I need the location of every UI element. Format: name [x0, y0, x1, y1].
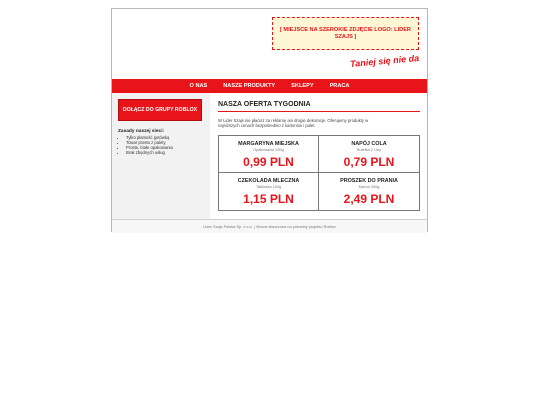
join-roblox-group-button[interactable]: DOŁĄCZ DO GRUPY ROBLOX [118, 99, 202, 121]
product-name: PROSZEK DO PRANIA [340, 177, 398, 184]
page-container [111, 8, 428, 232]
nav-item-nasze-produkty[interactable]: NASZE PRODUKTY [223, 83, 276, 89]
product-description: Karton 400g [358, 184, 380, 189]
logo-placeholder-text: [ MIEJSCE NA SZEROKIE ZDJĘCIE LOGO: LIDER SZAJS ] [280, 26, 411, 40]
product-name: CZEKOLADA MLECZNA [237, 177, 300, 184]
product-name: MARGARYNA MIEJSKA [238, 140, 299, 147]
product-description: Opakowanie 250g [253, 147, 284, 152]
main-content [218, 101, 420, 211]
nav-item-praca[interactable]: PRACA [329, 83, 350, 89]
nav-item-o-nas[interactable]: O NAS [189, 83, 208, 89]
product-price: 0,79 PLN [343, 154, 395, 169]
main-nav [112, 79, 427, 93]
footer-text: Lider Szajs Polska Sp. z o.o. | Strona stworzona na potrzeby projektu Roblox [203, 224, 336, 229]
nav-item-sklepy[interactable]: SKLEPY [291, 83, 314, 89]
product-name: NAPÓJ COLA [351, 140, 387, 147]
footer [112, 219, 427, 233]
product-description: Tabliczka 100g [255, 184, 282, 189]
product-price: 1,15 PLN [243, 191, 294, 206]
product-card [319, 173, 419, 210]
intro-text: W Lider Szajs nie płacisz za reklamę ani drogie dekoracje. Oferujemy produkty w najniższych cenach bezpośrednio z kartonów i palet. [218, 118, 369, 129]
product-card [219, 173, 319, 210]
product-price: 2,49 PLN [343, 191, 395, 206]
header [112, 9, 427, 79]
rules-list [118, 135, 173, 155]
logo-placeholder [272, 17, 419, 50]
product-grid [218, 135, 420, 211]
product-price: 0,99 PLN [243, 154, 294, 169]
rules-title: Zasady naszej sieci: [118, 129, 165, 134]
slogan: Taniej się nie da [349, 53, 420, 69]
product-card [319, 136, 419, 173]
sidebar [112, 93, 210, 219]
list-item: • Brak zbędnych usług [126, 150, 173, 155]
list-item: • Towar prosto z palety [126, 140, 173, 145]
product-description: Butelka 2 Litry [356, 147, 382, 152]
page-title: NASZA OFERTA TYGODNIA [218, 101, 420, 112]
product-card [219, 136, 319, 173]
list-item: • Tylko płatność gotówką [126, 135, 173, 140]
list-item: • Proste, białe opakowania [126, 145, 173, 150]
